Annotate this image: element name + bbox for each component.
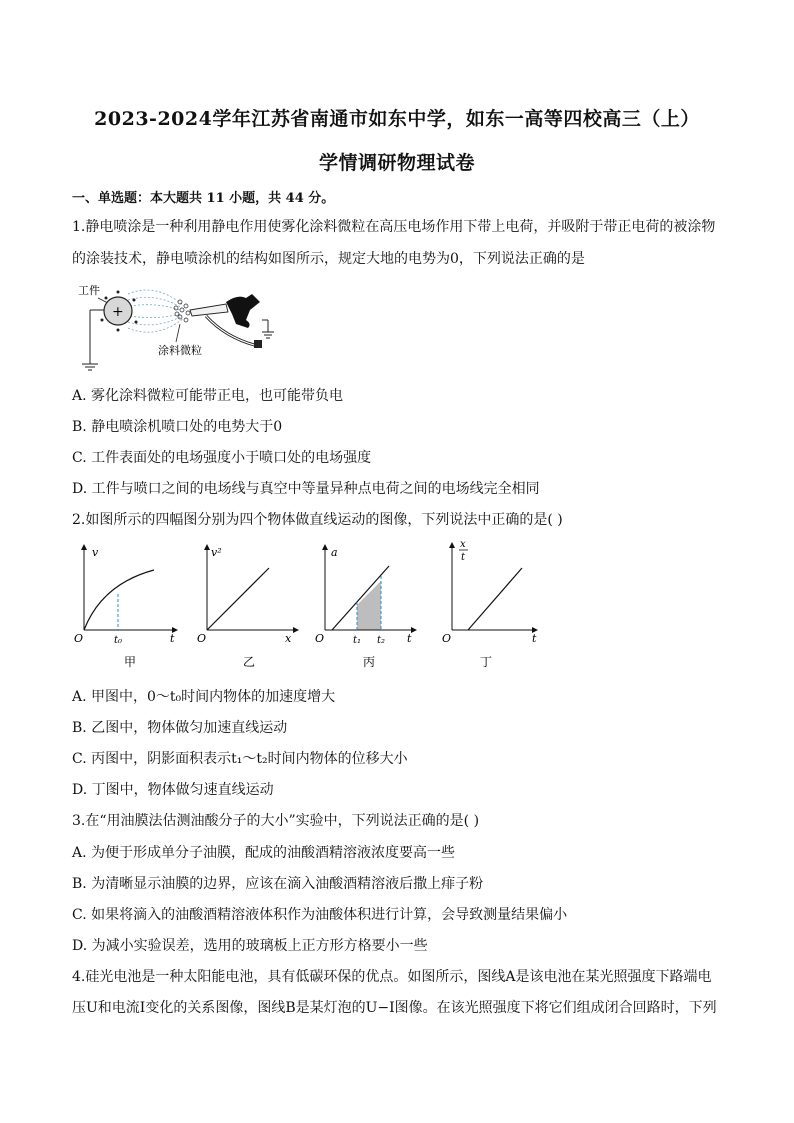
workpiece-label: 工件 [78,284,100,297]
q3-option-a: A. 为便于形成单分子油膜，配成的油酸酒精溶液浓度要高一些 [72,845,456,861]
exam-title-line2: 学情调研物理试卷 [318,152,475,174]
graph-jia-ylabel: v [92,546,99,559]
svg-text:+: + [112,304,124,320]
graph-jia-tick: t₀ [114,635,123,646]
spray-painter-figure [76,280,286,372]
graph-bing-caption: 丙 [363,655,376,669]
q1-option-a: A. 雾化涂料微粒可能带正电，也可能带负电 [72,388,344,404]
graph-bing-tick1: t₁ [353,635,362,646]
q3-option-c: C. 如果将滴入的油酸酒精溶液体积作为油酸体积进行计算，会导致测量结果偏小 [72,907,568,923]
graph-bing-xlabel: t [407,632,412,645]
graph-ding-xlabel: t [532,632,537,645]
q1-option-d: D. 工件与喷口之间的电场线与真空中等量异种点电荷之间的电场线完全相同 [72,481,540,497]
q2-stem: 2.如图所示的四幅图分别为四个物体做直线运动的图像，下列说法中正确的是( ) [72,512,563,528]
graph-ding-ylabel-num: x [460,539,466,550]
q3-stem: 3.在“用油膜法估测油酸分子的大小”实验中，下列说法正确的是( ) [72,813,480,829]
graph-jia-caption: 甲 [124,655,137,669]
q1-option-c: C. 工件表面处的电场强度小于喷口处的电场强度 [72,450,372,466]
graph-jia [72,542,182,672]
q2-option-d: D. 丁图中，物体做匀速直线运动 [72,782,274,798]
q3-option-d: D. 为减小实验误差，选用的玻璃板上正方形方格要小一些 [72,938,428,954]
graph-yi-ylabel: v² [211,546,222,559]
graph-bing-origin: O [315,632,325,645]
q2-option-c: C. 丙图中，阴影面积表示t₁～t₂时间内物体的位移大小 [72,751,408,767]
q2-option-a: A. 甲图中，0～t₀时间内物体的加速度增大 [72,689,336,705]
q4-stem-line1: 4.硅光电池是一种太阳能电池，具有低碳环保的优点。如图所示，图线A是该电池在某光照强度下路端电 [72,969,712,985]
q1-stem-line1: 1.静电喷涂是一种利用静电作用使雾化涂料微粒在高压电场作用下带上电荷，并吸附于带正电荷的被涂物 [72,219,716,235]
graph-yi [195,542,305,672]
graph-bing [313,542,423,672]
section-heading: 一、单选题：本大题共 11 小题，共 44 分。 [72,191,335,206]
graph-jia-origin: O [74,632,84,645]
exam-title-line1: 2023-2024学年江苏省南通市如东中学，如东一高等四校高三（上） [94,108,700,130]
graph-yi-origin: O [197,632,207,645]
q4-stem-line2: 压U和电流I变化的关系图像，图线B是某灯泡的U−I图像。在该光照强度下将它们组成闭合回路时，下列 [72,1000,717,1016]
q3-option-b: B. 为清晰显示油膜的边界，应该在滴入油酸酒精溶液后撒上痱子粉 [72,876,484,892]
q1-option-b: B. 静电喷涂机喷口处的电势大于0 [72,419,283,435]
graph-ding-caption: 丁 [480,655,493,669]
graph-yi-caption: 乙 [243,655,256,669]
graph-yi-xlabel: x [285,632,292,645]
graph-ding [440,538,550,672]
q2-option-b: B. 乙图中，物体做匀加速直线运动 [72,720,288,736]
graph-ding-origin: O [442,632,452,645]
graph-bing-tick2: t₂ [377,635,386,646]
graph-jia-xlabel: t [170,632,175,645]
q1-stem-line2: 的涂装技术，静电喷涂机的结构如图所示，规定大地的电势为0，下列说法正确的是 [72,251,585,267]
particles-label: 涂料微粒 [158,344,202,357]
graph-bing-ylabel: a [331,546,338,559]
graph-ding-ylabel-den: t [461,552,466,563]
